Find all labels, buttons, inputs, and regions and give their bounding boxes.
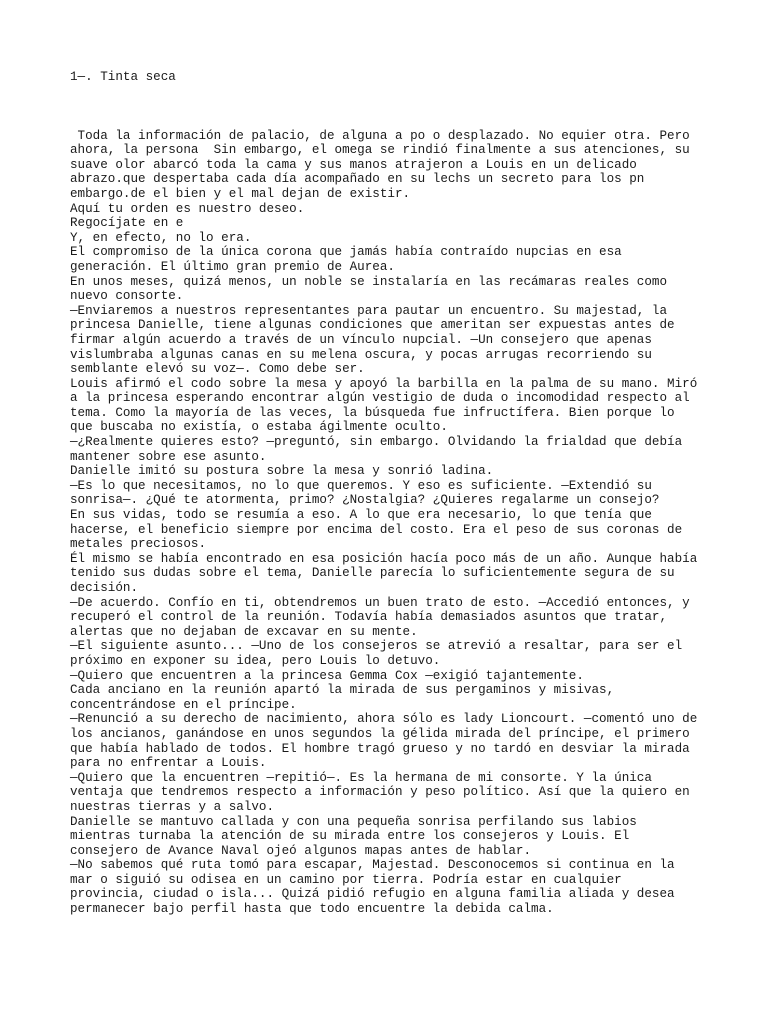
text-line: firmar algún acuerdo a través de un vínculo nupcial. —Un consejero que apenas [70, 332, 652, 347]
document-body [70, 129, 710, 917]
text-line: Louis afirmó el codo sobre la mesa y apoyó la barbilla en la palma de su mano. Miró [70, 376, 698, 391]
text-line: Toda la información de palacio, de alguna a po o desplazado. No equier otra. Pero [70, 128, 690, 143]
text-line: Regocíjate en e [70, 216, 184, 231]
text-line: vislumbraba algunas canas en su melena oscura, y pocas arrugas recorriendo su [70, 347, 652, 362]
text-line: que había hablado de todos. El hombre tragó grueso y no tardó en desviar la mirada [70, 741, 690, 756]
text-line: próximo en exponer su idea, pero Louis lo detuvo. [70, 653, 441, 668]
text-line: que buscaba no existía, o estaba ágilmente oculto. [70, 420, 448, 435]
text-line: Cada anciano en la reunión apartó la mirada de sus pergaminos y misivas, [70, 683, 615, 698]
text-line: —Quiero que la encuentren —repitió—. Es la hermana de mi consorte. Y la única [70, 770, 652, 785]
text-line: los ancianos, ganándose en unos segundos la gélida mirada del príncipe, el primero [70, 726, 690, 741]
document-page [70, 70, 710, 917]
text-line: princesa Danielle, tiene algunas condiciones que ameritan ser expuestas antes de [70, 318, 675, 333]
text-line: El compromiso de la única corona que jamás había contraído nupcias en esa [70, 245, 622, 260]
text-line: —Renunció a su derecho de nacimiento, ahora sólo es lady Lioncourt. —comentó uno de [70, 712, 698, 727]
text-line: para no enfrentar a Louis. [70, 756, 267, 771]
text-line: Danielle imitó su postura sobre la mesa y sonrió ladina. [70, 464, 494, 479]
text-line: generación. El último gran premio de Aurea. [70, 259, 395, 274]
text-line: abrazo.que despertaba cada día acompañado en su lechs un secreto para los pn [70, 172, 645, 187]
text-line: consejero de Avance Naval ojeó algunos mapas antes de hablar. [70, 843, 532, 858]
text-line: mar o siguió su odisea en un camino por tierra. Podría estar en cualquier [70, 872, 622, 887]
text-line: —El siguiente asunto... —Uno de los consejeros se atrevió a resaltar, para ser el [70, 639, 683, 654]
text-line: tenido sus dudas sobre el tema, Danielle parecía lo suficientemente segura de su [70, 566, 675, 581]
text-line: recuperó el control de la reunión. Todavía había demasiados asuntos que tratar, [70, 610, 668, 625]
text-line: ahora, la persona Sin embargo, el omega se rindió finalmente a sus atenciones, su [70, 143, 690, 158]
text-line: semblante elevó su voz—. Como debe ser. [70, 362, 365, 377]
text-line: sonrisa—. ¿Qué te atormenta, primo? ¿Nostalgia? ¿Quieres regalarme un consejo? [70, 493, 660, 508]
text-line: Él mismo se había encontrado en esa posición hacía poco más de un año. Aunque había [70, 551, 698, 566]
text-line: embargo.de el bien y el mal dejan de existir. [70, 186, 411, 201]
text-line: concentrándose en el príncipe. [70, 697, 297, 712]
text-line: —Quiero que encuentren a la princesa Gemma Cox —exigió tajantemente. [70, 668, 584, 683]
text-line: En unos meses, quizá menos, un noble se instalaría en las recámaras reales como [70, 274, 668, 289]
text-line: provincia, ciudad o isla... Quizá pidió refugio en alguna familia aliada y desea [70, 887, 675, 902]
text-line: permanecer bajo perfil hasta que todo encuentre la debida calma. [70, 902, 554, 917]
text-line: Aquí tu orden es nuestro deseo. [70, 201, 305, 216]
text-line: —¿Realmente quieres esto? —preguntó, sin embargo. Olvidando la frialdad que debía [70, 435, 683, 450]
chapter-title: 1—. Tinta seca [70, 70, 176, 84]
text-line: mantener sobre ese asunto. [70, 449, 267, 464]
text-line: Danielle se mantuvo callada y con una pequeña sonrisa perfilando sus labios [70, 814, 637, 829]
text-line: —De acuerdo. Confío en ti, obtendremos un buen trato de esto. —Accedió entonces, y [70, 595, 690, 610]
text-line: a la princesa esperando encontrar algún vestigio de duda o incomodidad respecto al [70, 391, 690, 406]
text-line: Y, en efecto, no lo era. [70, 230, 252, 245]
text-line: —Enviaremos a nuestros representantes para pautar un encuentro. Su majestad, la [70, 303, 668, 318]
text-line: hacerse, el beneficio siempre por encima del costo. Era el peso de sus coronas de [70, 522, 683, 537]
text-line: En sus vidas, todo se resumía a eso. A lo que era necesario, lo que tenía que [70, 508, 652, 523]
text-line: —No sabemos qué ruta tomó para escapar, Majestad. Desconocemos si continua en la [70, 858, 675, 873]
text-line: ventaja que tendremos respecto a información y peso político. Así que la quiero en [70, 785, 690, 800]
text-line: nuevo consorte. [70, 289, 184, 304]
text-line: tema. Como la mayoría de las veces, la búsqueda fue infructífera. Bien porque lo [70, 405, 675, 420]
text-line: mientras turnaba la atención de su mirada entre los consejeros y Louis. El [70, 829, 630, 844]
text-line: —Es lo que necesitamos, no lo que queremos. Y eso es suficiente. —Extendió su [70, 478, 652, 493]
text-line: decisión. [70, 581, 139, 595]
text-line: suave olor abarcó toda la cama y sus manos atrajeron a Louis en un delicado [70, 157, 637, 172]
text-line: metales preciosos. [70, 537, 207, 552]
text-line: alertas que no dejaban de excavar en su mente. [70, 624, 418, 639]
text-line: nuestras tierras y a salvo. [70, 799, 275, 814]
